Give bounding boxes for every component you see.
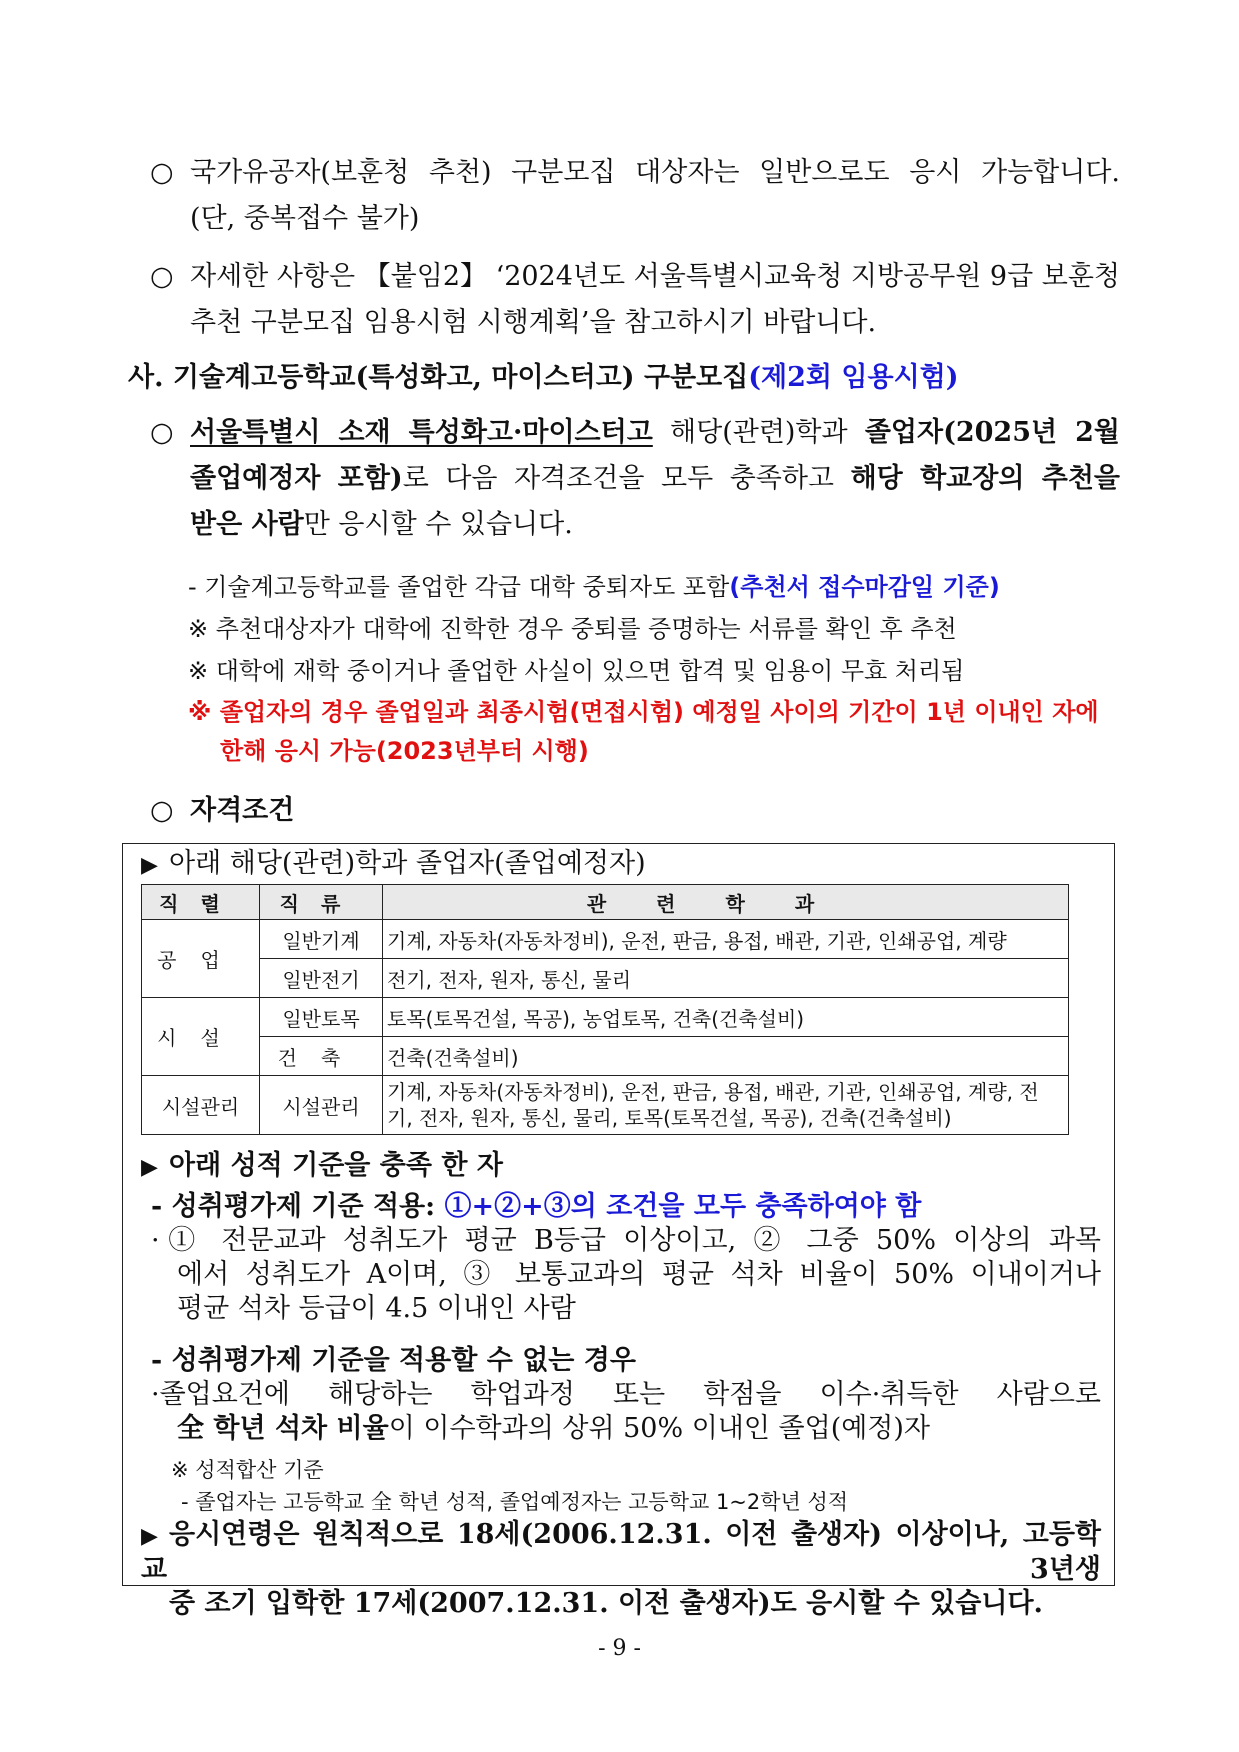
department-table: [141, 884, 1069, 1135]
cell-group: 공업: [142, 920, 260, 998]
circle-bullet: ○: [150, 157, 174, 188]
triangle-bullet-icon: ▶: [141, 1523, 158, 1549]
circle-bullet: ○: [150, 417, 174, 448]
criteria-1: [151, 1190, 1101, 1326]
crit2-label: - 성취평가제 기준을 적용할 수 없는 경우: [151, 1345, 636, 1376]
cell-depts: 토목(토목건설, 목공), 농업토목, 건축(건축설비): [383, 998, 1069, 1037]
para3-tail: 만 응시할 수 있습니다.: [303, 509, 573, 540]
table-header-row: [142, 885, 1069, 920]
para2-line1: 자세한 사항은 【붙임2】 ‘2024년도 서울특별시교육청 지방공무원 9급 보훈청: [190, 261, 1120, 292]
table-row: [142, 998, 1069, 1037]
triangle-bullet-icon: ▶: [141, 853, 158, 878]
crit1-body2: 에서 성취도가 A이며, ③ 보통교과의 평균 석차 비율이 50% 이내이거나: [177, 1259, 1101, 1290]
note1: ※ 추천대상자가 대학에 진학한 경우 중퇴를 증명하는 서류를 확인 후 추천: [188, 615, 957, 643]
cell-type: 일반기계: [260, 920, 383, 959]
para3-graduates: 졸업자(2025년 2월: [864, 417, 1120, 448]
para3-recommend: 해당 학교장의 추천을: [850, 463, 1121, 494]
table-row: [142, 920, 1069, 959]
triangle-bullet-icon: ▶: [141, 1154, 158, 1180]
box-header-departments: [141, 844, 1101, 886]
crit1-body3: 평균 석차 등급이 4.5 이내인 사람: [177, 1293, 576, 1324]
criteria-2: [151, 1344, 1101, 1446]
cell-depts: 전기, 전자, 원자, 통신, 물리: [383, 959, 1069, 998]
cell-group: 시설: [142, 998, 260, 1076]
sub1-note: (추천서 접수마감일 기준): [729, 573, 1000, 601]
cell-group: 시설관리: [142, 1076, 260, 1135]
cell-type: 일반전기: [260, 959, 383, 998]
qualification-label: 자격조건: [190, 795, 295, 826]
circle-bullet: ○: [150, 261, 174, 292]
box-header2-text: 아래 성적 기준을 충족 한 자: [169, 1150, 503, 1181]
sub1-text: - 기술계고등학교를 졸업한 각급 대학 중퇴자도 포함: [188, 573, 730, 601]
box-header-grades: [141, 1144, 1101, 1189]
note3-line1: ※ 졸업자의 경우 졸업일과 최종시험(면접시험) 예정일 사이의 기간이 1년 이내인 자에: [188, 698, 1099, 726]
cell-type: 건축: [260, 1037, 383, 1076]
para1-line1: 국가유공자(보훈청 추천) 구분모집 대상자는 일반으로도 응시 가능합니다.: [190, 157, 1120, 188]
paragraph-veterans-general: [150, 150, 1120, 242]
box-header1-text: 아래 해당(관련)학과 졸업자(졸업예정자): [169, 848, 646, 879]
qualification-box: [122, 843, 1115, 1619]
age-line1: 응시연령은 원칙적으로 18세(2006.12.31. 이전 출생자) 이상이나, 고등학교 3년생: [141, 1519, 1101, 1585]
page-number: - 9 -: [598, 1636, 641, 1661]
crit2-body2a: 全 학년 석차 비율: [177, 1413, 389, 1444]
crit1-body1: ·① 전문교과 성취도가 평균 B등급 이상이고, ② 그중 50% 이상의 과목: [151, 1225, 1101, 1256]
crit1-label: - 성취평가제 기준 적용:: [151, 1191, 445, 1222]
score-note-detail: - 졸업자는 고등학교 全 학년 성적, 졸업예정자는 고등학교 1~2학년 성적: [181, 1490, 849, 1514]
qualification-heading: [150, 788, 1120, 834]
age-requirement: [141, 1518, 1101, 1621]
crit1-note: ①+②+③의 조건을 모두 충족하여야 함: [444, 1191, 922, 1222]
paragraph-eligibility: [150, 410, 1120, 548]
header-depts: 관련학과: [383, 885, 1069, 920]
score-note-title: ※ 성적합산 기준: [171, 1458, 324, 1482]
note3-line2: 한해 응시 가능(2023년부터 시행): [220, 737, 589, 765]
para1-line2: (단, 중복접수 불가): [190, 203, 420, 234]
table-row: [142, 1037, 1069, 1076]
para2-line2: 추천 구분모집 임용시험 시행계획’을 참고하시기 바랍니다.: [190, 307, 877, 338]
cell-type: 일반토목: [260, 998, 383, 1037]
age-line2: 중 조기 입학한 17세(2007.12.31. 이전 출생자)도 응시할 수 있습니다.: [169, 1588, 1043, 1619]
score-note: [171, 1454, 1091, 1518]
cell-depts: 건축(건축설비): [383, 1037, 1069, 1076]
para3-person: 받은 사람: [190, 509, 304, 540]
para3-conditions: 로 다음 자격조건을 모두 충족하고: [402, 463, 851, 494]
table-row: [142, 1076, 1069, 1135]
section-title: 사. 기술계고등학교(특성화고, 마이스터고) 구분모집: [128, 362, 749, 393]
paragraph-details-reference: [150, 254, 1120, 346]
sub-notes: [188, 566, 1123, 770]
cell-depts: 기계, 자동차(자동차정비), 운전, 판금, 용접, 배관, 기관, 인쇄공업, 계량: [383, 920, 1069, 959]
header-series: 직렬: [142, 885, 260, 920]
para3-school: 서울특별시 소재 특성화고·마이스터고: [190, 417, 653, 448]
cell-type: 시설관리: [260, 1076, 383, 1135]
para3-expected: 졸업예정자 포함): [190, 463, 403, 494]
crit2-body1: ·졸업요건에 해당하는 학업과정 또는 학점을 이수·취득한 사람으로: [151, 1379, 1101, 1410]
circle-bullet: ○: [150, 795, 174, 826]
section-title-note: (제2회 임용시험): [748, 362, 959, 393]
section-heading: [128, 355, 959, 401]
note2: ※ 대학에 재학 중이거나 졸업한 사실이 있으면 합격 및 임용이 무효 처리됨: [188, 657, 965, 685]
cell-depts: 기계, 자동차(자동차정비), 운전, 판금, 용접, 배관, 기관, 인쇄공업, 계량, 전기, 전자, 원자, 통신, 물리, 토목(토목건설, 목공), 건축(건축설비): [383, 1076, 1069, 1135]
table-row: [142, 959, 1069, 998]
crit2-body2b: 이 이수학과의 상위 50% 이내인 졸업(예정)자: [388, 1413, 931, 1444]
para3-dept: 해당(관련)학과: [652, 417, 865, 448]
header-type: 직류: [260, 885, 383, 920]
